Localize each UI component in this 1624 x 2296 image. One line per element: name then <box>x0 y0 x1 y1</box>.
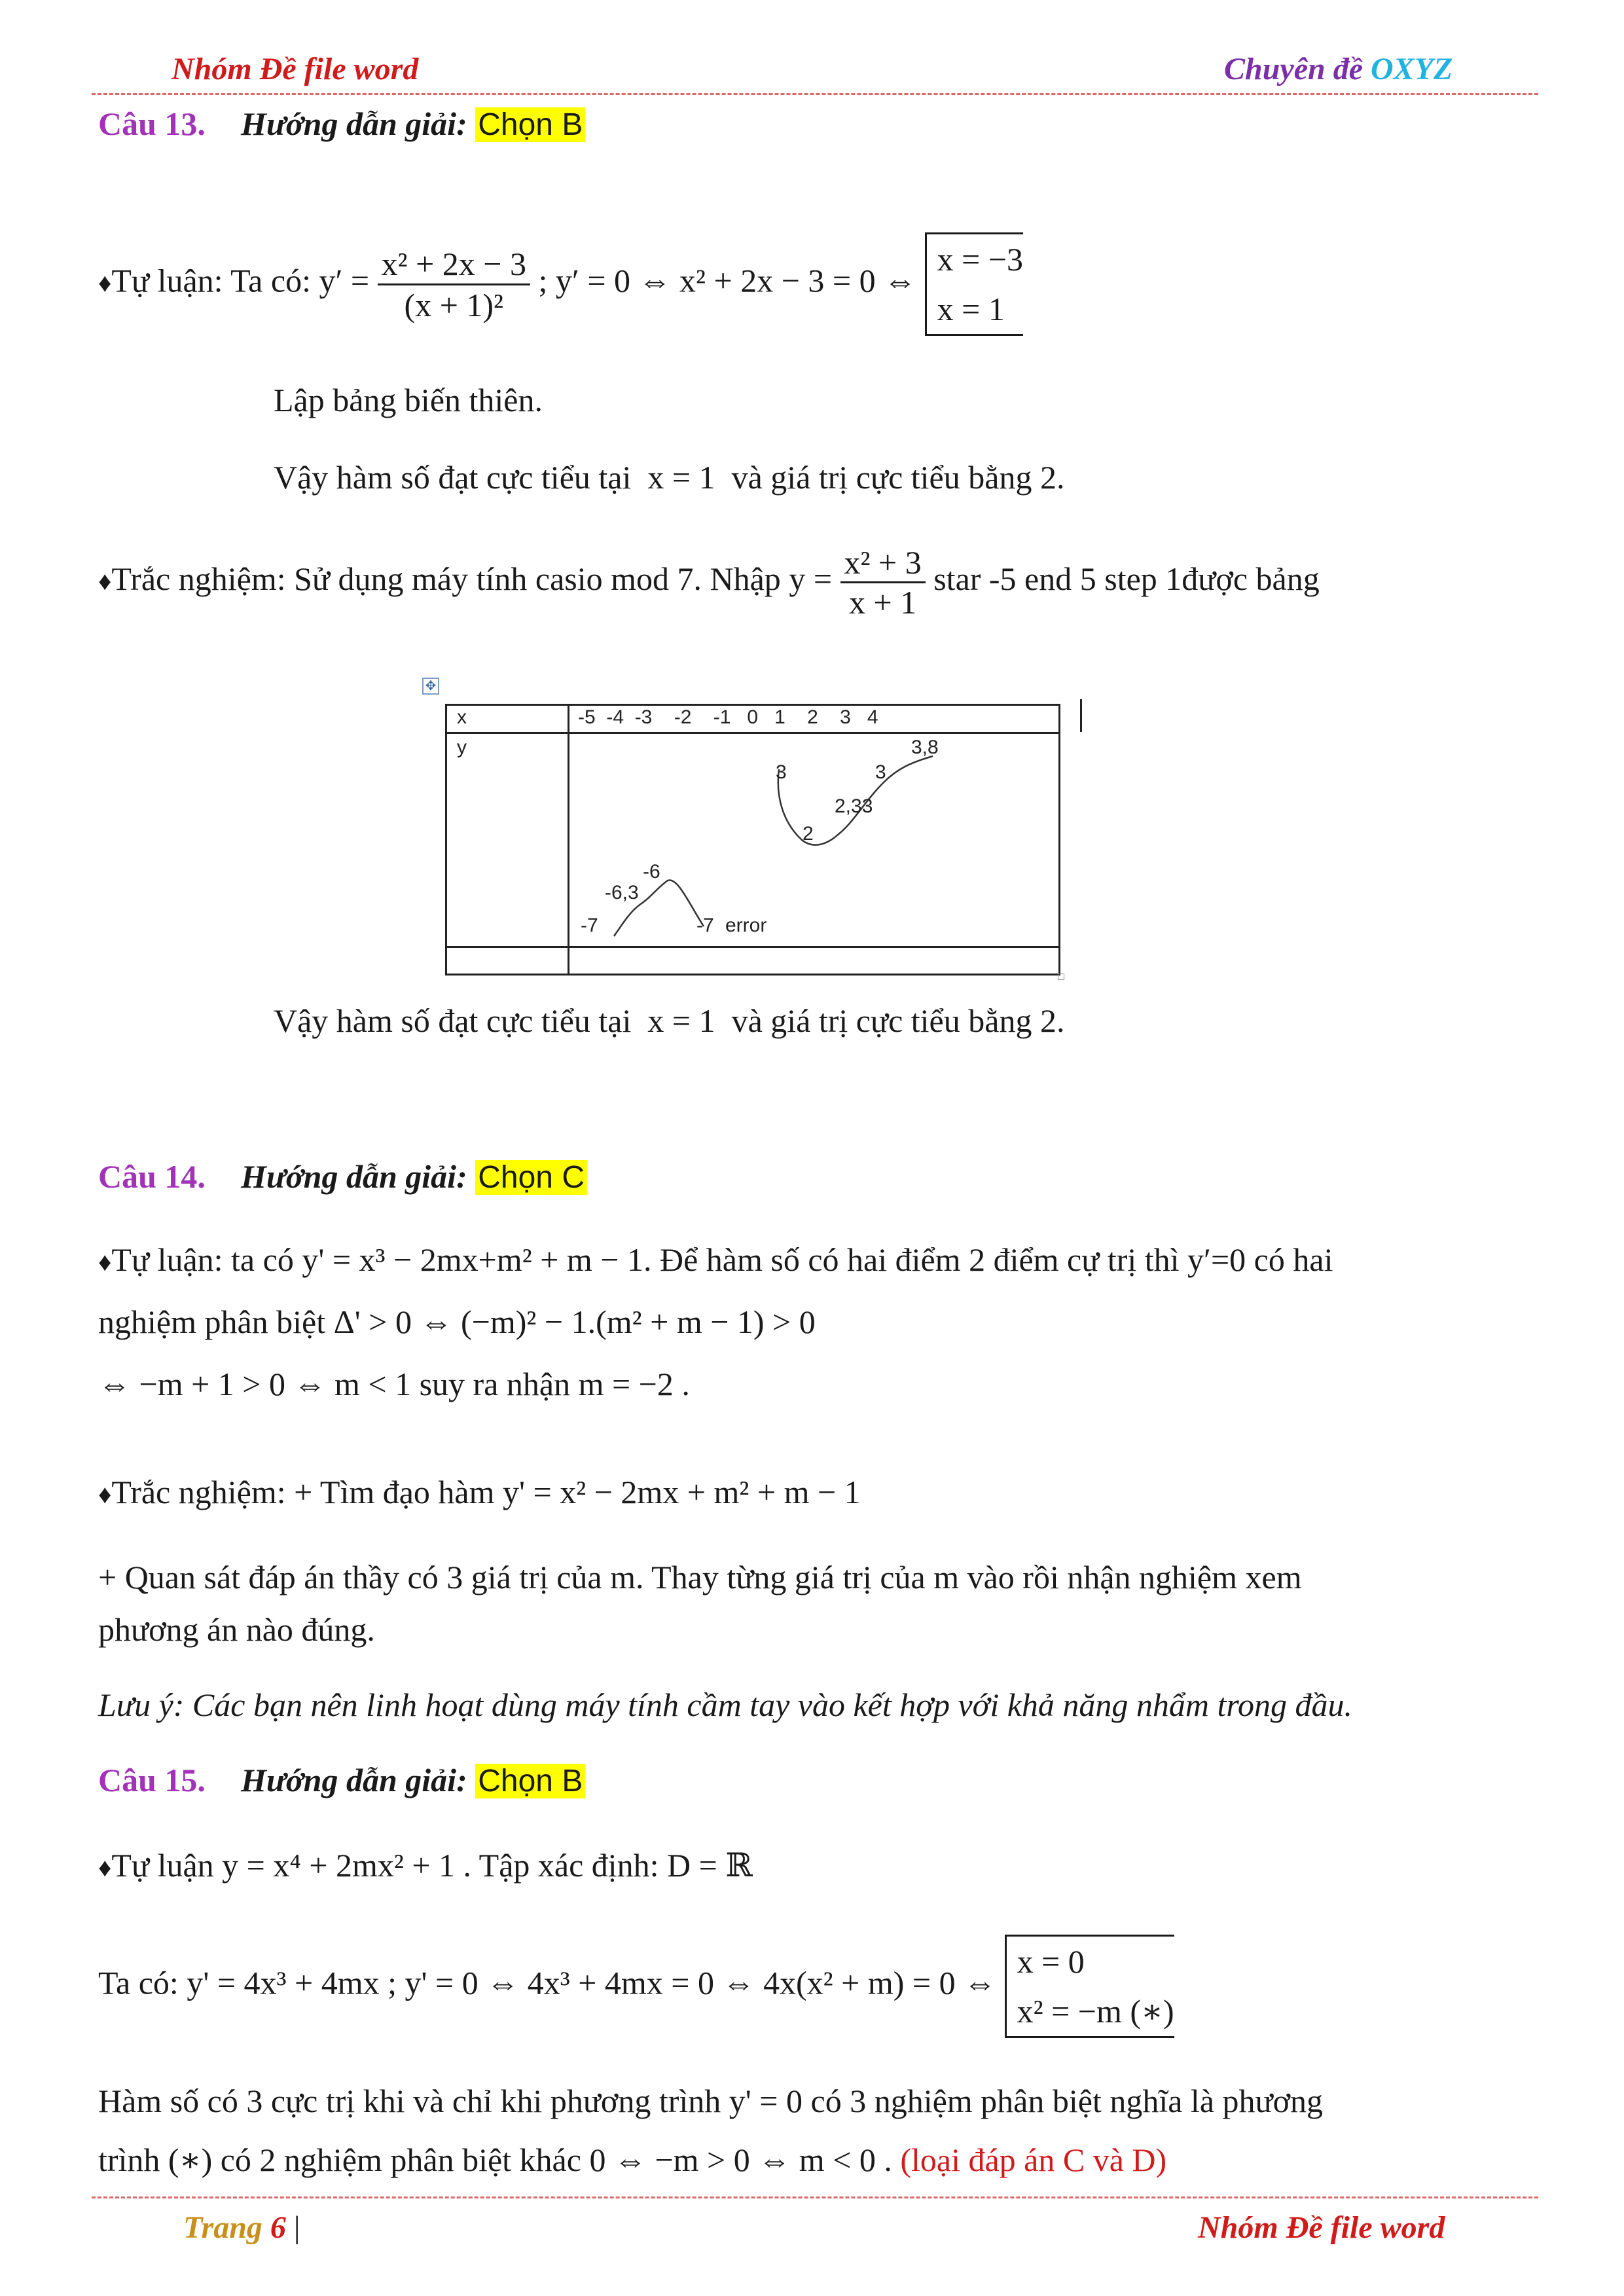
header-right-prefix: Chuyên đề <box>1224 52 1371 86</box>
q13-tn-a: Trắc nghiệm: Sử dụng máy tính casio mod 7. Nhập <box>111 560 781 597</box>
q14-obs1: + Quan sát đáp án thầy có 3 giá trị của m. Thay từng giá trị của m vào rồi nhận nghiệm xem <box>98 1559 1302 1595</box>
q15-line4-red: (loại đáp án C và D) <box>900 2141 1167 2178</box>
q13-roots <box>925 232 1023 336</box>
table-val-3b: 3 <box>875 761 886 783</box>
q15-root1: x = 0 <box>1017 1943 1085 1980</box>
q13-label: Câu 13. <box>98 105 206 142</box>
q15-line4 <box>98 2141 1166 2179</box>
q13-concl1-b: và giá trị cực tiểu bằng 2. <box>731 459 1065 496</box>
bullet-icon: ♦ <box>98 1247 112 1277</box>
table-x-label: x <box>457 706 467 728</box>
q14-label: Câu 14. <box>98 1158 206 1195</box>
q13-tn-den: x + 1 <box>849 584 917 621</box>
q13-fraction <box>378 244 530 325</box>
q13-concl1-a: Vậy hàm số đạt cực tiểu tại <box>274 459 632 496</box>
q13-concl2-m: x = 1 <box>647 1002 715 1039</box>
q15-root2: x² = −m (∗) <box>1017 1993 1174 2030</box>
q13-root1: x = −3 <box>937 241 1024 278</box>
q14-line3: ⇔ −m + 1 > 0 ⇔ m < 1 suy ra nhận m = −2 . <box>98 1366 690 1402</box>
footer-right: Nhóm Đề file word <box>1198 2210 1445 2245</box>
q13-tuluan-label: Tự luận: Ta có: <box>111 262 311 299</box>
q14-line1-text: Tự luận: ta có y' = x³ − 2mx+m² + m − 1. Để hàm số có hai điểm 2 điểm cự trị thì y′=0 có hai <box>111 1241 1333 1278</box>
q14-line1 <box>98 1241 1333 1279</box>
q14-hint-line <box>241 1157 587 1195</box>
q13-concl1-m: x = 1 <box>647 459 715 496</box>
casio-table <box>445 704 1060 975</box>
table-val-2-33: 2,33 <box>835 795 873 817</box>
table-y-label: y <box>457 737 467 758</box>
table-val-m7b: -7 <box>696 915 714 936</box>
bullet-icon: ♦ <box>98 566 112 596</box>
footer-page-label: Trang <box>183 2210 262 2245</box>
footer-rule <box>92 2196 1538 2198</box>
header-right <box>1224 51 1453 87</box>
q13-conclusion2 <box>274 1002 1064 1040</box>
q13-root2: x = 1 <box>937 291 1005 327</box>
q15-hint: Hướng dẫn giải: <box>241 1762 467 1798</box>
footer-left <box>183 2210 300 2246</box>
q13-step1: Lập bảng biến thiên. <box>274 382 543 418</box>
q13-frac-den: (x + 1)² <box>404 286 504 323</box>
header-right-accent: OXYZ <box>1371 52 1453 86</box>
q13-tuluan <box>98 232 1023 336</box>
table-val-3a: 3 <box>776 761 787 783</box>
q15-line1-text: Tự luận y = x⁴ + 2mx² + 1 . Tập xác định: D = ℝ <box>111 1847 753 1884</box>
bullet-icon: ♦ <box>98 1853 112 1882</box>
q13-eq-tail: ; y′ = 0 ⇔ x² + 2x − 3 = 0 ⇔ <box>538 262 917 299</box>
q13-answer: Chọn B <box>475 107 585 142</box>
q14-note: Lưu ý: Các bạn nên linh hoạt dùng máy tính cầm tay vào kết hợp với khả năng nhẩm trong đầu. <box>98 1686 1353 1723</box>
q15-line3: Hàm số có 3 cực trị khi và chỉ khi phương trình y' = 0 có 3 nghiệm phân biệt nghĩa là phương <box>98 2083 1324 2119</box>
text-cursor <box>1080 699 1082 732</box>
q14-tn-text: Trắc nghiệm: + Tìm đạo hàm y' = x² − 2mx + m² + m − 1 <box>111 1474 861 1510</box>
q13-tn-num: x² + 3 <box>840 543 926 583</box>
q14-obs2: phương án nào đúng. <box>98 1611 375 1648</box>
table-val-error: error <box>725 915 767 936</box>
table-val-3-8: 3,8 <box>911 737 939 758</box>
q14-tracnghiem <box>98 1473 861 1511</box>
table-val-m6: -6 <box>643 861 660 883</box>
table-val-2: 2 <box>803 823 814 845</box>
header-rule <box>92 93 1538 95</box>
q15-roots <box>1005 1935 1174 2038</box>
q15-answer: Chọn B <box>475 1764 585 1798</box>
table-move-handle-icon[interactable]: ✥ <box>422 678 439 695</box>
q15-hint-line <box>241 1761 585 1799</box>
q13-hint-line <box>241 105 585 143</box>
q13-tn-fraction <box>840 543 926 621</box>
footer-separator: | <box>293 2210 300 2245</box>
q14-hint: Hướng dẫn giải: <box>241 1158 467 1195</box>
q15-line4-a: trình (∗) có 2 nghiệm phân biệt khác 0 ⇔ −m > 0 ⇔ m < 0 . <box>98 2141 892 2178</box>
q13-tracnghiem <box>98 543 1320 621</box>
q15-label: Câu 15. <box>98 1762 206 1798</box>
table-val-m6-3: -6,3 <box>605 882 639 903</box>
table-val-m7a: -7 <box>581 915 598 936</box>
bullet-icon: ♦ <box>98 1480 112 1509</box>
q13-tn-y: y = <box>789 560 833 597</box>
q13-concl2-a: Vậy hàm số đạt cực tiểu tại <box>274 1002 632 1039</box>
q15-line1 <box>98 1846 753 1884</box>
q13-frac-num: x² + 2x − 3 <box>378 244 530 285</box>
q13-yprime: y′ = <box>319 262 370 299</box>
bullet-icon: ♦ <box>98 268 112 298</box>
q13-concl2-b: và giá trị cực tiểu bằng 2. <box>731 1002 1065 1039</box>
q14-answer: Chọn C <box>475 1160 587 1195</box>
q15-line2-text: Ta có: y' = 4x³ + 4mx ; y' = 0 ⇔ 4x³ + 4mx = 0 ⇔ 4x(x² + m) = 0 ⇔ <box>98 1964 997 2001</box>
q15-line2 <box>98 1935 1174 2038</box>
footer-page-number: 6 <box>270 2210 286 2245</box>
q14-line2: nghiệm phân biệt Δ' > 0 ⇔ (−m)² − 1.(m² + m − 1) > 0 <box>98 1303 816 1340</box>
header-left: Nhóm Đề file word <box>171 52 419 86</box>
q13-tn-b: star -5 end 5 step 1được bảng <box>933 560 1320 597</box>
q13-conclusion1 <box>274 458 1064 496</box>
table-x-values: -5 -4 -3 -2 -1 0 1 2 3 4 <box>578 706 878 728</box>
q13-hint: Hướng dẫn giải: <box>241 105 467 142</box>
table-resize-handle-icon[interactable] <box>1058 974 1064 980</box>
